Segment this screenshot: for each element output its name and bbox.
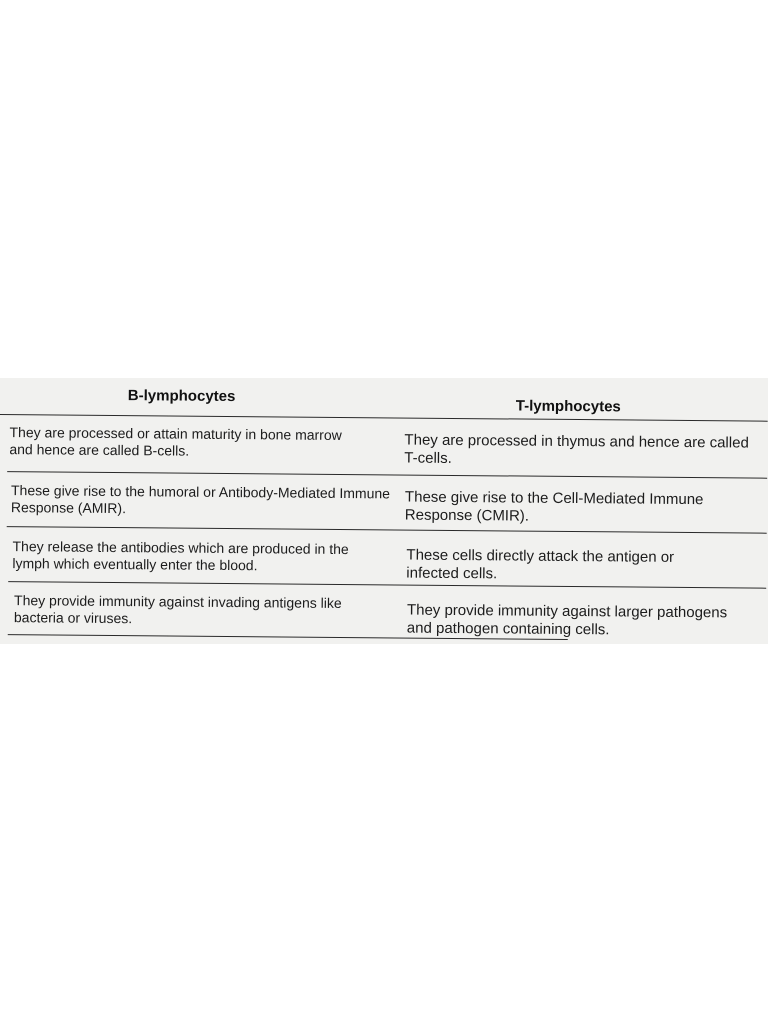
- row-3-t-cell: These cells directly attack the antigen or infected cells.: [406, 546, 675, 583]
- row-1-divider: [7, 471, 767, 479]
- row-4-b-cell: They provide immunity against invading antigens like bacteria or viruses.: [13, 592, 342, 627]
- row-2-divider: [7, 526, 767, 534]
- row-2-t-cell: These give rise to the Cell-Mediated Immune Response (CMIR).: [404, 488, 704, 525]
- row-2-b-cell: These give rise to the humoral or Antibody-Mediated Immune Response (AMIR).: [10, 482, 391, 517]
- row-1-b-cell: They are processed or attain maturity in bone marrow and hence are called B-cells.: [9, 424, 342, 459]
- comparison-table: [0, 378, 768, 651]
- header-t-lymphocytes: T-lymphocytes: [515, 397, 621, 416]
- row-3-b-cell: They release the antibodies which are produced in the lymph which eventually enter the blood.: [12, 538, 349, 574]
- header-b-lymphocytes: B-lymphocytes: [127, 387, 236, 406]
- header-divider: [0, 414, 768, 422]
- row-1-t-cell: They are processed in thymus and hence are called T-cells.: [404, 431, 749, 467]
- row-4-t-cell: They provide immunity against larger pathogens and pathogen containing cells.: [406, 601, 728, 639]
